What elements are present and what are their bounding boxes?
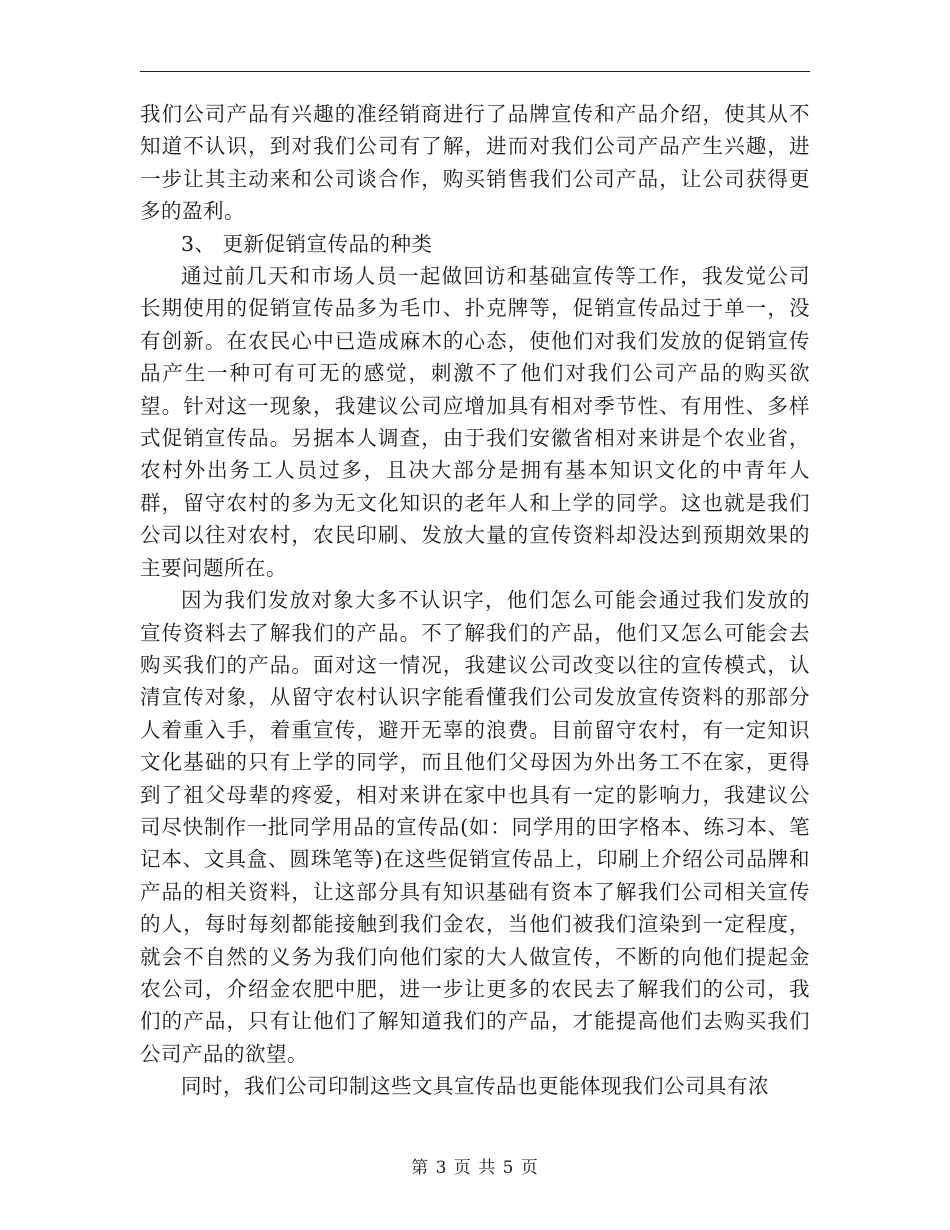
document-body (140, 98, 810, 1103)
paragraph: 我们公司产品有兴趣的准经销商进行了品牌宣传和产品介绍，使其从不知道不认识，到对我们公司有了解，进而对我们公司产品产生兴趣，进一步让其主动来和公司谈合作，购买销售我们公司产品，让公司获得更多的盈利。 (140, 102, 810, 224)
paragraph: 同时，我们公司印制这些文具宣传品也更能体现我们公司具有浓 (181, 1074, 769, 1099)
page-footer: 第 3 页 共 5 页 (411, 1158, 539, 1178)
paragraph: 因为我们发放对象大多不认识字，他们怎么可能会通过我们发放的宣传资料去了解我们的产品。不了解我们的产品，他们又怎么可能会去购买我们的产品。面对这一情况，我建议公司改变以往的宣传模式，认清宣传对象，从留守农村认识字能看懂我们公司发放宣传资料的那部分人着重入手，着重宣传，避开无辜的浪费。目前留守农村，有一定知识文化基础的只有上学的同学，而且他们父母因为外出务工不在家，更得到了祖父母辈的疼爱，相对来讲在家中也具有一定的影响力，我建议公司尽快制作一批同学用品的宣传品(如：同学用的田字格本、练习本、笔记本、文具盒、圆珠笔等)在这些促销宣传品上，印刷上介绍公司品牌和产品的相关资料，让这部分具有知识基础有资本了解我们公司相关宣传的人，每时每刻都能接触到我们金农，当他们被我们渲染到一定程度，就会不自然的义务为我们向他们家的大人做宣传，不断的向他们提起金农公司，介绍金农肥中肥，进一步让更多的农民去了解我们的公司，我们的产品，只有让他们了解知道我们的产品，才能提高他们去购买我们公司产品的欲望。 (140, 588, 810, 1066)
paragraph: 通过前几天和市场人员一起做回访和基础宣传等工作，我发觉公司长期使用的促销宣传品多为毛巾、扑克牌等，促销宣传品过于单一，没有创新。在农民心中已造成麻木的心态，使他们对我们发放的促销宣传品产生一种可有可无的感觉，刺激不了他们对我们公司产品的购买欲望。针对这一现象，我建议公司应增加具有相对季节性、有用性、多样式促销宣传品。另据本人调查，由于我们安徽省相对来讲是个农业省，农村外出务工人员过多，且决大部分是拥有基本知识文化的中青年人群，留守农村的多为无文化知识的老年人和上学的同学。这也就是我们公司以往对农村，农民印刷、发放大量的宣传资料却没达到预期效果的主要问题所在。 (140, 264, 810, 580)
header-rule (140, 71, 810, 72)
section-heading: 3、 更新促销宣传品的种类 (181, 231, 433, 256)
